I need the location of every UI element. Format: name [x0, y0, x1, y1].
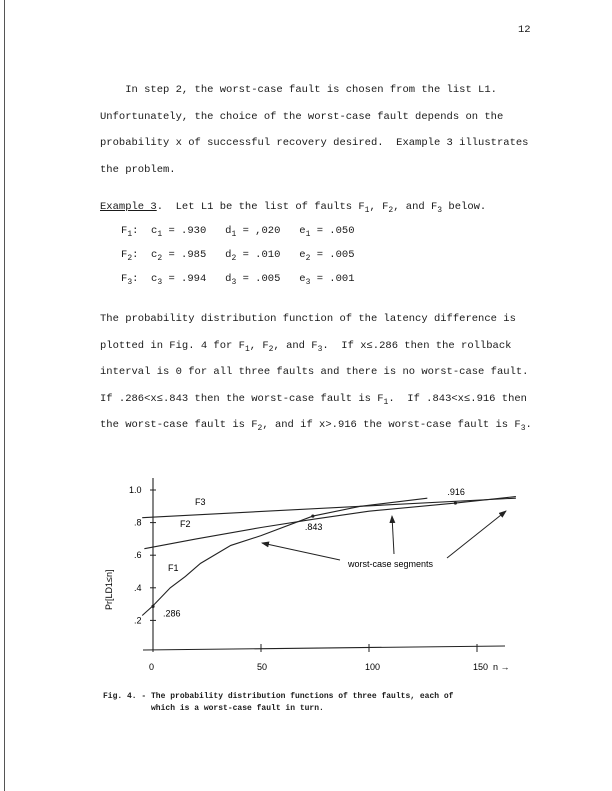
text-run: If .286<x≤.843 then the worst-case fault is F: [100, 392, 384, 405]
text-run: The probability distribution function of the latency difference is: [100, 313, 516, 325]
text-run: . If x≤.286 then the rollback: [322, 339, 512, 352]
text-run: : c: [132, 273, 158, 285]
example-heading: Example 3: [100, 201, 157, 213]
caption-line-1: Fig. 4. - The probability distribution functions of three faults, each of: [103, 692, 454, 701]
subscript: 2: [388, 206, 394, 215]
text-run: : c: [132, 225, 158, 237]
series-label: F3: [195, 497, 206, 507]
text-run: interval is 0 for all three faults and there is no worst-case fault.: [100, 366, 529, 378]
subscript: 3: [127, 278, 133, 287]
text-run: F: [121, 273, 128, 285]
subscript: 1: [231, 230, 237, 239]
series-label: F2: [180, 519, 191, 529]
text-run: .: [525, 419, 532, 431]
text-run: , and F: [273, 339, 318, 352]
annotation-label: .843: [304, 522, 323, 533]
annotation-label: .286: [163, 608, 181, 619]
text-run: = .930 d: [162, 225, 232, 237]
subscript: 3: [317, 344, 323, 354]
text-run: In step 2, the worst-case fault is chosen from the list L1.: [100, 84, 497, 96]
subscript: 2: [257, 424, 263, 433]
callout-arrow: [392, 516, 394, 554]
subscript: 3: [305, 278, 311, 287]
subscript: 1: [127, 230, 133, 239]
text-run: F: [121, 249, 128, 261]
text-run: = .005: [310, 249, 355, 261]
text-run: , and if x>.916 the worst-case fault is F: [262, 419, 521, 431]
y-tick-label: .4: [134, 582, 142, 593]
text-run: = .005 e: [236, 273, 306, 285]
text-run: = ,020 e: [236, 225, 306, 237]
text-run: : c: [132, 249, 158, 261]
subscript: 2: [127, 254, 133, 263]
text-run: . Let L1 be the list of faults F: [156, 201, 365, 213]
subscript: 3: [231, 278, 237, 287]
y-tick-label: .8: [134, 517, 142, 528]
x-tick-label: 150: [473, 662, 489, 672]
subscript: 1: [364, 206, 370, 215]
y-tick-label: 1.0: [129, 485, 142, 495]
x-axis: [143, 646, 505, 650]
text-run: = .994 d: [162, 273, 232, 285]
text-run: , F: [369, 201, 389, 213]
subscript: 1: [305, 230, 311, 239]
subscript: 1: [244, 344, 250, 354]
text-run: = .050: [310, 225, 355, 237]
x-axis-label: n →: [493, 662, 510, 672]
subscript: 3: [437, 206, 443, 215]
x-tick-label: 100: [365, 662, 381, 672]
x-tick-label: 50: [257, 662, 268, 672]
text-run: . If .843<x≤.916 then: [388, 392, 527, 405]
subscript: 1: [157, 230, 163, 239]
subscript: 2: [268, 344, 274, 354]
annotation-point: [454, 501, 457, 504]
text-run: the worst-case fault is F: [100, 419, 258, 431]
callout-label: worst-case segments: [348, 559, 434, 569]
text-run: Unfortunately, the choice of the worst-case fault depends on the: [100, 110, 504, 123]
annotation-point: [311, 514, 314, 517]
subscript: 2: [231, 254, 237, 263]
text-run: plotted in Fig. 4 for F: [100, 339, 245, 352]
series-label: F1: [168, 563, 179, 573]
y-tick-label: .2: [134, 615, 142, 626]
text-run: , F: [249, 339, 269, 352]
x-tick-label: 0: [149, 662, 155, 672]
subscript: 2: [157, 254, 163, 263]
subscript: 2: [305, 254, 311, 263]
text-run: F: [121, 225, 128, 237]
text-run: = .985 d: [162, 249, 232, 261]
subscript: 1: [383, 397, 389, 407]
subscript: 3: [520, 424, 526, 433]
text-run: the problem.: [100, 163, 176, 176]
y-tick-label: .6: [134, 550, 142, 561]
annotation-point: [151, 605, 154, 608]
caption-line-2: which is a worst-case fault in turn.: [103, 704, 324, 713]
page-number: 12: [518, 24, 531, 36]
callout-arrow: [447, 511, 506, 558]
text-run: = .001: [310, 273, 355, 285]
callout-arrow: [262, 543, 340, 560]
text-run: below.: [442, 201, 487, 213]
text-run: = .010 e: [236, 249, 306, 261]
annotation-label: .916: [447, 487, 465, 498]
text-run: , and F: [393, 201, 438, 213]
text-run: probability x of successful recovery desired. Example 3 illustrates: [100, 137, 529, 149]
y-axis-label: Pr[LD1≤n]: [104, 569, 114, 610]
subscript: 3: [157, 278, 163, 287]
